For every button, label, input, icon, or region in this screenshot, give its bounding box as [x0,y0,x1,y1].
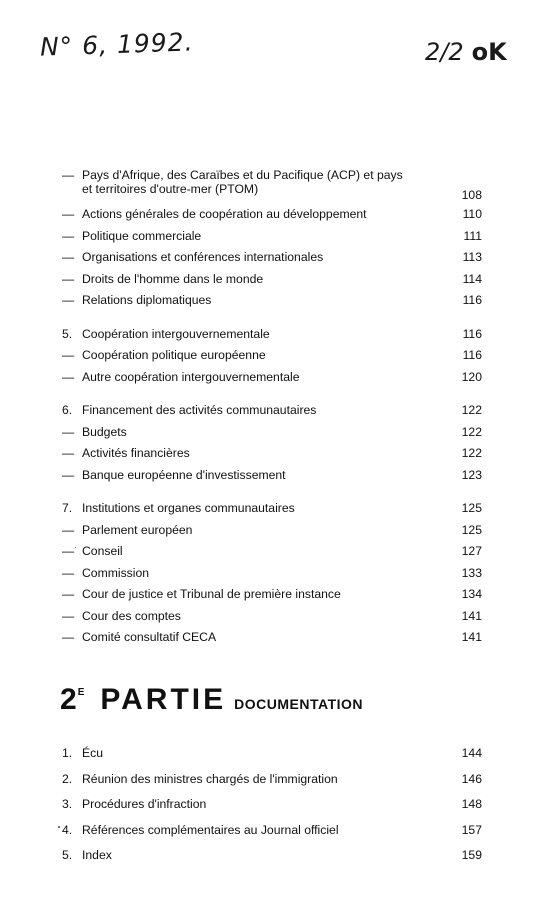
toc-page-number: 111 [463,228,482,243]
part-word: PARTIE [100,683,227,716]
toc-page-number: 113 [462,250,482,264]
toc-page-number: 116 [462,348,482,362]
toc-part2 [62,741,482,869]
toc-part2-item[interactable] [62,767,482,793]
toc-item-text: — Cour des comptes [62,608,181,623]
toc-page-number: 125 [461,501,482,515]
toc-page-number: 127 [461,544,482,558]
toc-item[interactable] [62,290,482,312]
toc-page-number: 146 [461,771,482,786]
toc-page-number: 157 [461,822,482,837]
scan-speck [58,826,60,828]
toc-page-number: 125 [461,522,482,537]
toc-item-text: 4. Références complémentaires au Journal officiel [62,822,339,837]
toc-item-text: — Parlement européen [62,522,193,537]
toc-item-text: — Banque européenne d'investissement [62,467,286,482]
toc-page-number: 110 [462,207,482,221]
part-number: 2 [60,683,77,716]
toc-item-text: — Cour de justice et Tribunal de première instance [62,587,341,601]
toc-page-number: 116 [462,293,482,307]
toc-item-text: — Budgets [62,424,127,439]
toc-item-text: 5. Index [62,848,112,862]
toc-page-number: 134 [461,587,482,601]
toc-item[interactable] [62,204,482,226]
toc-item-text: — Actions générales de coopération au développement [62,207,367,221]
part-subtitle: DOCUMENTATION [234,696,364,712]
toc-page-number: 122 [461,424,482,439]
toc-item[interactable] [62,269,482,291]
toc-part2-item[interactable] [62,818,482,844]
toc-item-text: — Comité consultatif CECA [62,630,217,644]
toc-item[interactable] [62,367,482,389]
toc-item[interactable] [62,520,482,542]
toc-page-number: 116 [462,326,482,341]
toc-page-number: 120 [461,369,482,384]
scan-speck [75,547,76,548]
toc-section-title: 6. Financement des activités communautaires [62,403,317,417]
toc-page-number: 133 [461,565,482,580]
toc-item[interactable] [62,465,482,487]
toc-part1 [62,168,482,649]
toc-item-text: — Conseil [62,544,123,558]
toc-page-number: 122 [461,403,482,417]
toc-section-title: 7. Institutions et organes communautaires [62,501,295,515]
toc-item[interactable] [62,226,482,248]
toc-part2-item[interactable] [62,792,482,818]
toc-page-number: 108 [461,188,482,202]
toc-section-6[interactable] [62,400,482,422]
toc-item[interactable] [62,563,482,585]
toc-item[interactable] [62,584,482,606]
toc-item[interactable] [62,247,482,269]
toc-page-number: 123 [461,467,482,482]
toc-item-text: — Autre coopération intergouvernementale [62,369,300,384]
toc-item[interactable] [62,443,482,465]
toc-item-text: 1. Écu [62,746,104,760]
toc-item[interactable] [62,627,482,649]
toc-page-number: 141 [461,630,482,644]
toc-item-text: — Commission [62,565,150,580]
toc-item[interactable] [62,345,482,367]
handwritten-issue-note: N° 6, 1992. [39,27,194,62]
handwritten-fraction: 2/2 [425,38,464,66]
toc-item[interactable] [62,422,482,444]
toc-page-number: 114 [462,271,482,286]
toc-page-number: 159 [461,848,482,862]
toc-section-7[interactable] [62,498,482,520]
handwritten-ok: oK [471,38,507,66]
toc-item[interactable] [62,541,482,563]
toc-item-text: — Relations diplomatiques [62,293,212,307]
toc-item-text: — Organisations et conférences internationales [62,250,324,264]
toc-item-text: — Activités financières [62,446,190,460]
toc-item[interactable] [62,606,482,628]
toc-page-number: 144 [461,746,482,760]
toc-page-number: 148 [461,797,482,811]
handwritten-page-note [425,38,507,66]
toc-item-text: — Politique commerciale [62,228,202,243]
toc-item-text: — Coopération politique européenne [62,348,266,362]
toc-section-title: 5. Coopération intergouvernementale [62,326,270,341]
toc-item-text: 2. Réunion des ministres chargés de l'immigration [62,771,338,786]
toc-page-number: 122 [461,446,482,460]
toc-section-5[interactable] [62,324,482,346]
toc-item-text: 3. Procédures d'infraction [62,797,207,811]
toc-item[interactable] [62,168,482,204]
toc-page-number: 141 [461,608,482,623]
toc-item-text: — Pays d'Afrique, des Caraïbes et du Pacifique (ACP) et pays et territoires d'outre-mer (PTOM) [62,168,403,196]
toc-part2-item[interactable] [62,843,482,869]
part2-heading [60,683,363,717]
toc-item-text: — Droits de l'homme dans le monde [62,271,264,286]
part-number-superscript: E [77,687,85,698]
toc-part2-item[interactable] [62,741,482,767]
